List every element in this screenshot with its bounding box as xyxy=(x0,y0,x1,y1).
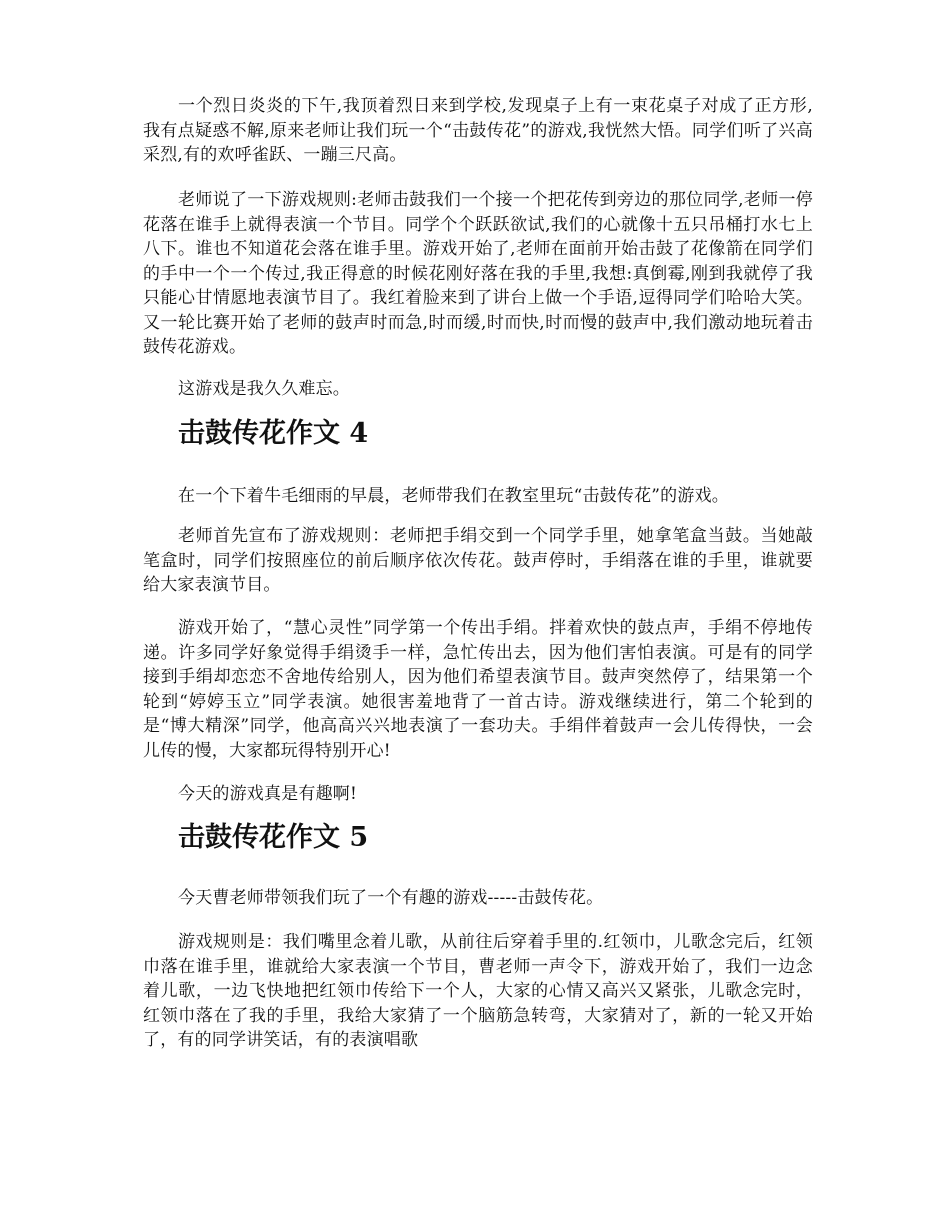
paragraph: 在一个下着牛毛细雨的早晨，老师带我们在教室里玩“击鼓传花”的游戏。 xyxy=(178,486,729,506)
paragraph: 老师说了一下游戏规则:老师击鼓我们一个接一个把花传到旁边的那位同学,老师一停花落在谁手上就得表演一个节目。同学个个跃跃欲试,我们的心就像十五只吊桶打水七上八下。谁也不知道花会落在谁手里。游戏开始了,老师在面前开始击鼓了花像箭在同学们的手中一个一个传过,我正得意的时候花刚好落在我的手里,我想:真倒霉,刚到我就停了我只能心甘情愿地表演节目了。我红着脸来到了讲台上做一个手语,逗得同学们哈哈大笑。又一轮比赛开始了老师的鼓声时而急,时而缓,时而快,时而慢的鼓声中,我们激动地玩着击鼓传花游戏。 xyxy=(143,190,813,357)
section-heading: 击鼓传花作文 4 xyxy=(178,418,369,449)
paragraph: 今天的游戏真是有趣啊! xyxy=(178,784,358,804)
paragraph: 游戏开始了，“慧心灵性”同学第一个传出手绢。拌着欢快的鼓点声，手绢不停地传递。许多同学好象觉得手绢烫手一样，急忙传出去，因为他们害怕表演。可是有的同学接到手绢却恋恋不舍地传给别人，因为他们希望表演节目。鼓声突然停了，结果第一个轮到“婷婷玉立”同学表演。她很害羞地背了一首古诗。游戏继续进行，第二个轮到的是“博大精深”同学，他高高兴兴地表演了一套功夫。手绢伴着鼓声一会儿传得快，一会儿传的慢，大家都玩得特别开心! xyxy=(143,618,813,761)
paragraph: 游戏规则是：我们嘴里念着儿歌，从前往后穿着手里的.红领巾，儿歌念完后，红领巾落在谁手里，谁就给大家表演一个节目，曹老师一声令下，游戏开始了，我们一边念着儿歌，一边飞快地把红领巾传给下一个人，大家的心情又高兴又紧张，儿歌念完时，红领巾落在了我的手里，我给大家猜了一个脑筋急转弯，大家猜对了，新的一轮又开始了，有的同学讲笑话，有的表演唱歌 xyxy=(143,932,813,1050)
paragraph: 今天曹老师带领我们玩了一个有趣的游戏-----击鼓传花。 xyxy=(178,888,604,908)
paragraph: 老师首先宣布了游戏规则：老师把手绢交到一个同学手里，她拿笔盒当鼓。当她敲笔盒时，同学们按照座位的前后顺序依次传花。鼓声停时，手绢落在谁的手里，谁就要给大家表演节目。 xyxy=(143,526,813,595)
section-heading: 击鼓传花作文 5 xyxy=(178,822,369,853)
paragraph: 这游戏是我久久难忘。 xyxy=(178,379,350,399)
paragraph: 一个烈日炎炎的下午,我顶着烈日来到学校,发现桌子上有一束花桌子对成了正方形,我有点疑惑不解,原来老师让我们玩一个“击鼓传花”的游戏,我恍然大悟。同学们听了兴高采烈,有的欢呼雀跃、一蹦三尺高。 xyxy=(143,96,813,165)
